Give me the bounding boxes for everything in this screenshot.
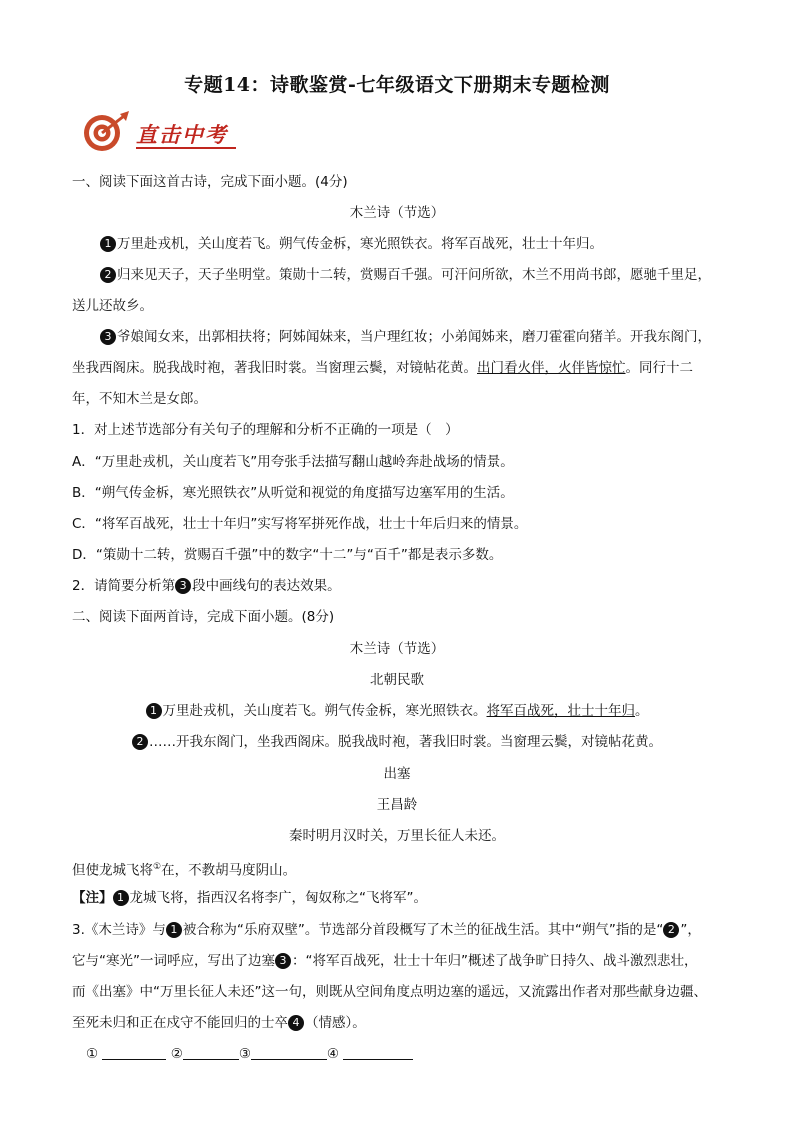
note-text: 龙城飞将，指西汉名将李广，匈奴称之“飞将军”。 (129, 890, 427, 906)
circled-number: 1 (166, 922, 182, 938)
paragraph-text: 爷娘闻女来，出郭相扶将；阿姊闻妹来，当户理红妆；小弟闻姊来，磨刀霍霍向猪羊。开我东阁门， (117, 329, 711, 345)
underlined-sentence: 将军百战死，壮士十年归 (486, 703, 635, 719)
question-text: ：“将军百战死，壮士十年归”概述了战争旷日持久、战斗激烈悲壮， (292, 953, 698, 969)
answer-row (86, 1044, 413, 1064)
circled-number: 1 (100, 236, 116, 252)
answer-label-1: ① (86, 1046, 99, 1062)
circled-number: 2 (132, 734, 148, 750)
paragraph-1 (100, 234, 603, 254)
question-3-line-3: 而《出塞》中“万里长征人未还”这一句，则既从空间角度点明边塞的遥远，又流露出作者对那些献身边疆、 (72, 984, 707, 1000)
option-a: A．“万里赴戎机，关山度若飞”用夸张手法描写翻山越岭奔赴战场的情景。 (72, 454, 514, 470)
question-3-line-2 (72, 951, 698, 971)
note-label: 【注】 (72, 890, 113, 906)
poem-text: 但使龙城飞将 (72, 862, 153, 879)
option-d: D．“策勋十二转，赏赐百千强”中的数字“十二”与“百千”都是表示多数。 (72, 547, 503, 563)
section-banner (76, 110, 246, 156)
section1-heading: 一、阅读下面这首古诗，完成下面小题。(4分) (72, 174, 348, 190)
option-c: C．“将军百战死，壮士十年归”实写将军拼死作战，壮士十年后归来的情景。 (72, 516, 528, 532)
answer-blank-2[interactable] (183, 1045, 239, 1060)
question-text: 它与“寒光”一词呼应，写出了边塞 (72, 953, 275, 969)
poem1-line-1 (0, 701, 794, 721)
section2-heading: 二、阅读下面两首诗，完成下面小题。(8分) (72, 609, 335, 625)
circled-number: 1 (113, 890, 129, 906)
poem2-author: 王昌龄 (376, 797, 418, 813)
poem2-line-2 (72, 857, 296, 881)
question-1: 1．对上述节选部分有关句子的理解和分析不正确的一项是（ ） (72, 422, 459, 438)
poem1-author: 北朝民歌 (370, 672, 424, 688)
question-text: 3.《木兰诗》与 (72, 922, 166, 938)
poem-text: 。 (635, 703, 649, 719)
paragraph-3 (100, 327, 711, 347)
answer-blank-4[interactable] (343, 1045, 413, 1060)
poem-text: 万里赴戎机，关山度若飞。朔气传金柝，寒光照铁衣。 (162, 703, 487, 719)
poem1-title: 木兰诗（节选） (349, 641, 445, 657)
poem-text: 在，不教胡马度阴山。 (161, 862, 297, 879)
answer-blank-3[interactable] (251, 1045, 327, 1060)
poem1-line-2 (0, 732, 794, 752)
poem-text: ……开我东阁门，坐我西阁床。脱我战时袍，著我旧时裳。当窗理云鬓，对镜帖花黄。 (149, 734, 662, 750)
circled-number: 2 (663, 922, 679, 938)
paragraph-text: 归来见天子，天子坐明堂。策勋十二转，赏赐百千强。可汗问所欲，木兰不用尚书郎，愿驰千里足， (117, 267, 711, 283)
answer-blank-1[interactable] (102, 1045, 166, 1060)
poem-title: 木兰诗（节选） (349, 205, 445, 221)
answer-label-4: ④ (326, 1046, 340, 1062)
poem2-title: 出塞 (383, 766, 411, 782)
underlined-sentence: 出门看火伴，火伴皆惊忙 (477, 360, 626, 376)
circled-number: 1 (146, 703, 162, 719)
paragraph-3-cont (72, 358, 693, 378)
paragraph-text: 坐我西阁床。脱我战时袍，著我旧时裳。当窗理云鬓，对镜帖花黄。 (72, 360, 477, 376)
paragraph-2 (100, 265, 711, 285)
circled-number: 3 (175, 578, 191, 594)
circled-number: 3 (100, 329, 116, 345)
answer-label-3: ③ (238, 1046, 251, 1062)
paragraph-text: 。同行十二 (625, 360, 693, 376)
paragraph-text: 万里赴戎机，关山度若飞。朔气传金柝，寒光照铁衣。将军百战死，壮士十年归。 (117, 236, 603, 252)
question-2 (72, 576, 341, 596)
note (72, 888, 427, 908)
question-3-line-4 (72, 1013, 366, 1033)
option-b: B．“朔气传金柝，寒光照铁衣”从听觉和视觉的角度描写边塞军用的生活。 (72, 485, 514, 501)
question-3-line-1 (72, 920, 701, 940)
question-text: 段中画线句的表达效果。 (192, 578, 341, 594)
question-text: 2．请简要分析第 (72, 578, 176, 594)
banner-underline (136, 147, 236, 149)
circled-number: 4 (288, 1015, 304, 1031)
question-text: 至死未归和正在戍守不能回归的士卒 (72, 1015, 288, 1031)
page-title: 专题14：诗歌鉴赏-七年级语文下册期末专题检测 (184, 74, 610, 96)
paragraph-2-cont: 送儿还故乡。 (72, 298, 153, 314)
question-text: ”， (680, 922, 701, 938)
question-text: 被合称为“乐府双壁”。节选部分首段概写了木兰的征战生活。其中“朔气”指的是“ (182, 922, 664, 938)
circled-number: 3 (275, 953, 291, 969)
question-text: （情感）。 (305, 1015, 366, 1031)
paragraph-3-end: 年，不知木兰是女郎。 (72, 391, 207, 407)
circled-number: 2 (100, 267, 116, 283)
footnote-marker: ① (153, 862, 162, 872)
target-icon (76, 110, 136, 156)
poem2-line-1: 秦时明月汉时关，万里长征人未还。 (289, 828, 505, 844)
answer-label-2: ② (170, 1046, 183, 1062)
banner-label: 直击中考 (136, 122, 228, 147)
